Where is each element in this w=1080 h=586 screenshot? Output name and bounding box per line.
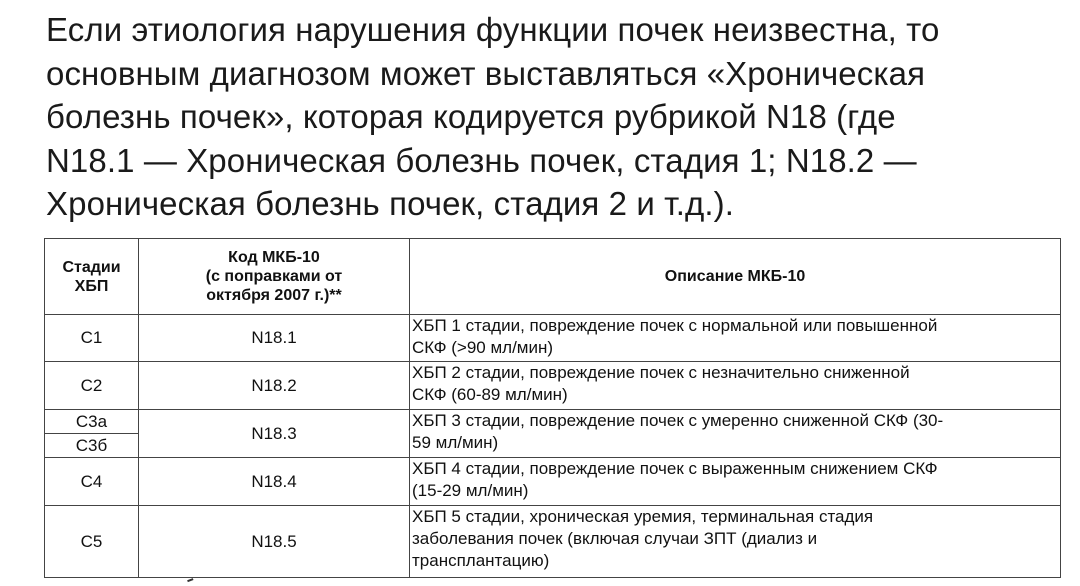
intro-line: Если этиология нарушения функции почек неизвестна, то (46, 11, 940, 48)
description-line: заболевания почек (включая случаи ЗПТ (диализ и (412, 529, 818, 548)
description-line: 59 мл/мин) (412, 433, 499, 452)
header-code (139, 239, 410, 315)
stage-cell: С3а (45, 410, 139, 434)
table-row (45, 410, 1061, 434)
table-row (45, 315, 1061, 362)
description-cell (410, 362, 1061, 410)
description-cell (410, 315, 1061, 362)
description-cell (410, 458, 1061, 506)
description-cell (410, 506, 1061, 578)
table-row (45, 458, 1061, 506)
table-header-row (45, 239, 1061, 315)
stage-cell: С4 (45, 458, 139, 506)
table-row (45, 362, 1061, 410)
description-line: ХБП 4 стадии, повреждение почек с выраженным снижением СКФ (412, 459, 938, 478)
description-line: ХБП 5 стадии, хроническая уремия, терминальная стадия (412, 507, 874, 526)
header-stage (45, 239, 139, 315)
description-line: ХБП 3 стадии, повреждение почек с умеренно сниженной СКФ (30- (412, 411, 944, 430)
code-cell: N18.3 (139, 410, 410, 458)
code-cell: N18.2 (139, 362, 410, 410)
header-stage-line: Стадии (62, 258, 121, 276)
intro-line: Хроническая болезнь почек, стадия 2 и т.д.). (46, 185, 734, 222)
description-line: ХБП 1 стадии, повреждение почек с нормальной или повышенной (412, 316, 938, 335)
code-cell: N18.1 (139, 315, 410, 362)
header-code-line: (с поправками от (205, 268, 343, 285)
stage-cell: С1 (45, 315, 139, 362)
code-cell: N18.5 (139, 506, 410, 578)
description-line: (15-29 мл/мин) (412, 481, 529, 500)
header-description: Описание МКБ-10 (410, 239, 1061, 315)
intro-line: болезнь почек», которая кодируется рубрикой N18 (где (46, 98, 896, 135)
description-line: трансплантацию) (412, 551, 550, 570)
header-code-line: Код МКБ-10 (228, 249, 320, 266)
table-row (45, 506, 1061, 578)
header-code-line: октября 2007 г.)** (206, 287, 342, 304)
intro-paragraph (46, 8, 1056, 226)
stage-cell: С2 (45, 362, 139, 410)
description-line: ХБП 2 стадии, повреждение почек с незначительно сниженной (412, 363, 910, 382)
code-cell: N18.4 (139, 458, 410, 506)
description-line: СКФ (60-89 мл/мин) (412, 385, 568, 404)
intro-line: основным диагнозом может выставляться «Хроническая (46, 54, 926, 92)
stage-cell: С3б (45, 434, 139, 458)
intro-line: N18.1 — Хроническая болезнь почек, стадия 1; N18.2 — (46, 141, 917, 179)
icd-classification-table (44, 238, 1061, 578)
description-line: СКФ (>90 мл/мин) (412, 338, 554, 357)
description-cell (410, 410, 1061, 458)
stage-cell: С5 (45, 506, 139, 578)
stray-mark (187, 578, 195, 586)
header-stage-line: ХБП (74, 277, 109, 295)
